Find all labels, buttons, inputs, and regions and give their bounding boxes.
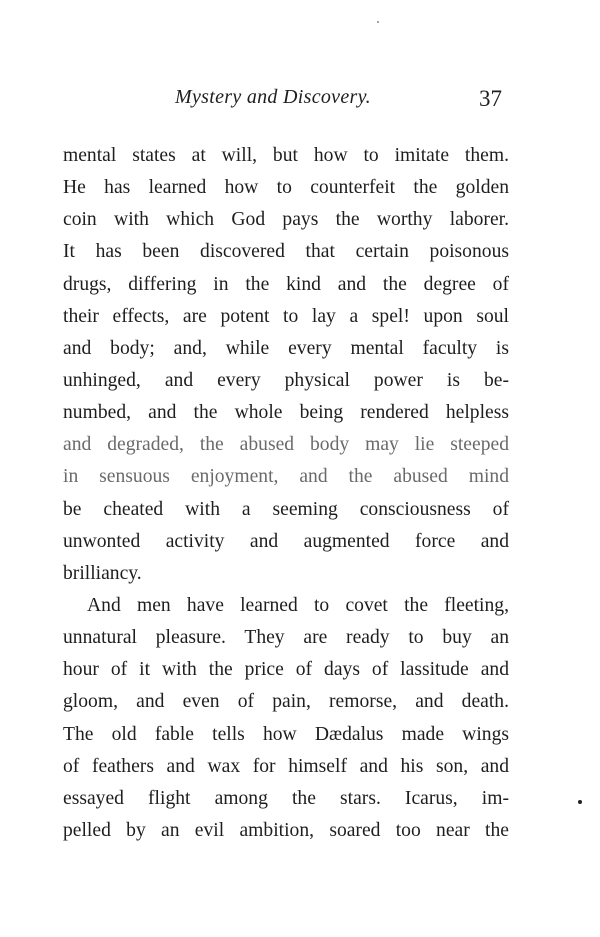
text-line: brilliancy. <box>63 562 142 584</box>
ink-speck <box>578 800 582 804</box>
text-line: coin with which God pays the worthy laborer. <box>63 209 509 231</box>
text-line: unnatural pleasure. They are ready to buy an <box>63 627 509 649</box>
text-line: unhinged, and every physical power is be- <box>63 369 509 391</box>
body-text <box>63 140 509 847</box>
text-line: pelled by an evil ambition, soared too near the <box>63 819 509 841</box>
text-line: hour of it with the price of days of lassitude and <box>63 659 509 681</box>
text-line: The old fable tells how Dædalus made wings <box>63 723 509 745</box>
page-number: 37 <box>479 86 502 111</box>
text-line: unwonted activity and augmented force and <box>63 530 509 552</box>
text-line: He has learned how to counterfeit the golden <box>63 177 509 199</box>
running-head <box>0 86 600 118</box>
text-line: and body; and, while every mental faculty is <box>63 337 509 359</box>
text-line: gloom, and even of pain, remorse, and death. <box>63 691 509 713</box>
text-line: essayed flight among the stars. Icarus, im- <box>63 787 509 809</box>
text-line: and degraded, the abused body may lie steeped <box>63 434 509 456</box>
ink-speck <box>377 21 379 23</box>
text-line: It has been discovered that certain poisonous <box>63 241 509 263</box>
running-title: Mystery and Discovery. <box>175 86 371 108</box>
text-line: in sensuous enjoyment, and the abused mind <box>63 466 509 488</box>
text-line: their effects, are potent to lay a spel! upon soul <box>63 305 509 327</box>
text-line: mental states at will, but how to imitate them. <box>63 145 509 166</box>
paragraph-first-line: And men have learned to covet the fleeting, <box>87 594 509 616</box>
text-line: of feathers and wax for himself and his son, and <box>63 755 509 777</box>
text-line: numbed, and the whole being rendered helpless <box>63 402 509 424</box>
text-line: drugs, differing in the kind and the degree of <box>63 273 509 295</box>
text-line: be cheated with a seeming consciousness of <box>63 498 509 520</box>
